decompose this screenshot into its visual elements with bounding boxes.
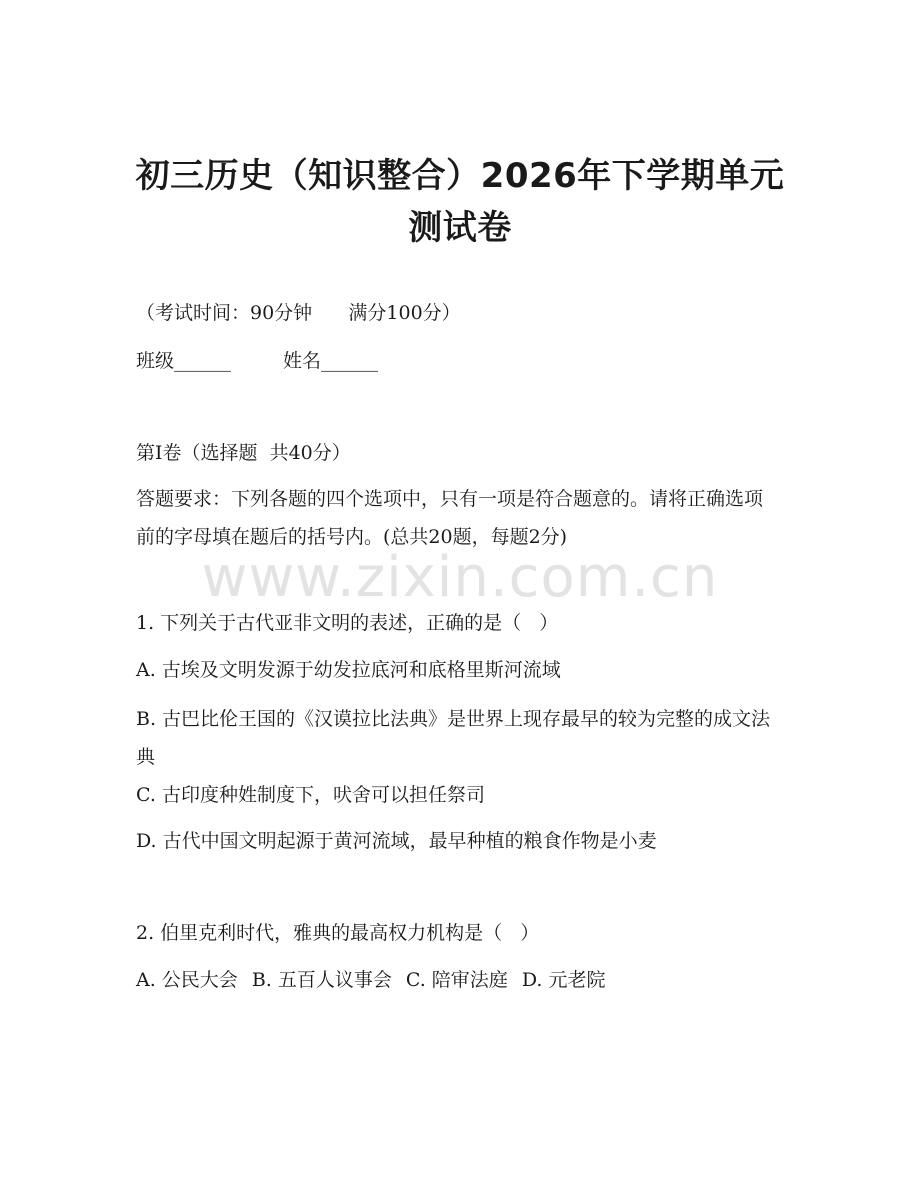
question-2-option-c: C. 陪审法庭 xyxy=(405,969,508,991)
question-1-option-d: D. 古代中国文明起源于黄河流域，最早种植的粮食作物是小麦 xyxy=(136,830,657,852)
watermark-text: www.zixin.com.cn xyxy=(201,545,719,610)
question-2-option-d: D. 元老院 xyxy=(521,969,606,991)
question-2-option-a: A. 公民大会 xyxy=(136,969,238,991)
exam-info: （考试时间：90分钟 满分100分） xyxy=(136,302,461,324)
question-2-option-b: B. 五百人议事会 xyxy=(251,969,392,991)
question-1-option-b: B. 古巴比伦王国的《汉谟拉比法典》是世界上现存最早的较为完整的成文法典 xyxy=(136,708,771,768)
class-field: 班级______ xyxy=(136,350,232,372)
name-field: 姓名______ xyxy=(283,350,379,372)
question-1-option-c: C. 古印度种姓制度下，吠舍可以担任祭司 xyxy=(136,784,485,806)
section-header: 第Ⅰ卷（选择题 共40分） xyxy=(136,442,351,464)
document-title: 初三历史（知识整合）2026年下学期单元测试卷 xyxy=(135,156,785,248)
question-2-options xyxy=(136,965,605,995)
question-1-option-a: A. 古埃及文明发源于幼发拉底河和底格里斯河流域 xyxy=(136,659,561,681)
question-2-stem: 2. 伯里克利时代，雅典的最高权力机构是（ ） xyxy=(136,922,540,944)
question-1-stem: 1. 下列关于古代亚非文明的表述，正确的是（ ） xyxy=(136,612,559,634)
instructions: 答题要求：下列各题的四个选项中，只有一项是符合题意的。请将正确选项前的字母填在题后的括号内。(总共20题，每题2分) xyxy=(136,488,764,548)
student-info-row xyxy=(136,346,378,376)
